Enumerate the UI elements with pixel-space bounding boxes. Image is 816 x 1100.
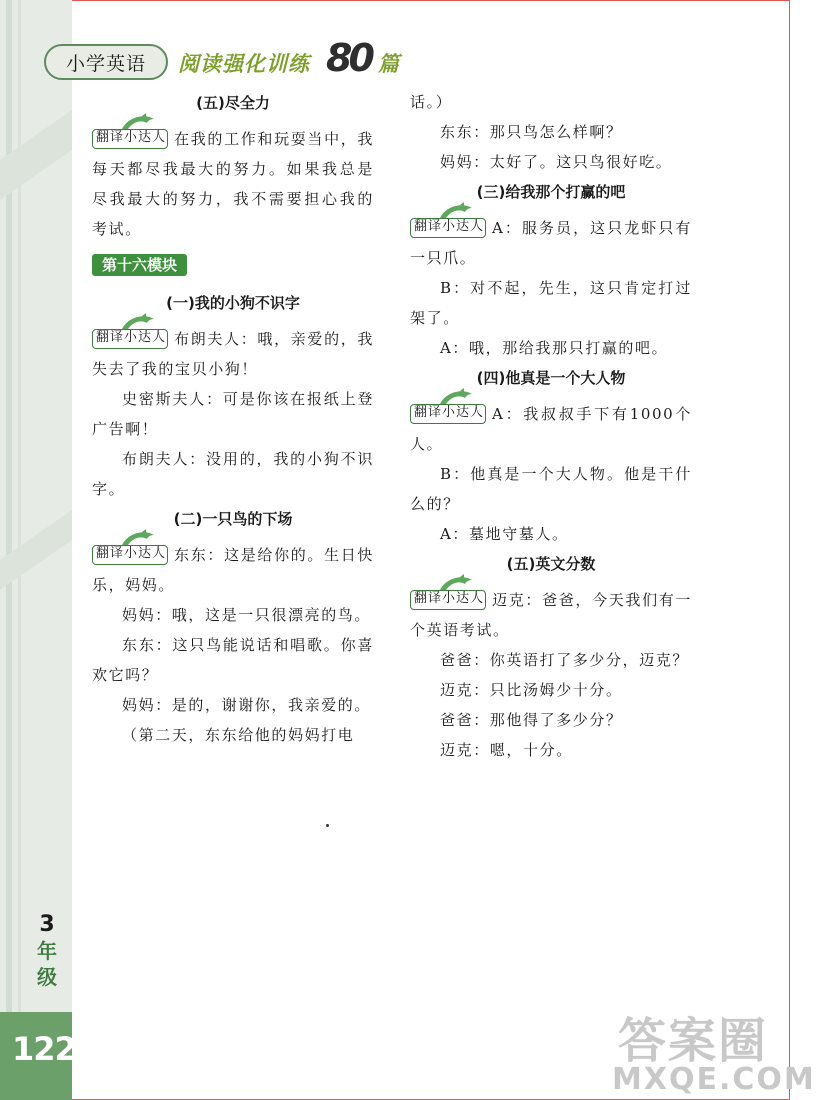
paragraph: 妈妈：是的，谢谢你，我亲爱的。 (122, 696, 372, 714)
count-number: 80 (326, 36, 371, 80)
paragraph: B：对不起，先生，这只肯定打过架了。 (410, 279, 692, 327)
tag-label: 翻译小达人 (96, 130, 167, 145)
tag-label: 翻译小达人 (96, 330, 167, 345)
paragraph: （第二天，东东给他的妈妈打电 (122, 726, 355, 744)
ink-dot (326, 824, 329, 827)
paragraph: 翻译小达人 A：服务员，这只龙虾只有一只爪。 (410, 213, 692, 273)
translate-tag (92, 127, 168, 147)
translate-tag (92, 327, 168, 347)
paragraph: A：墓地守墓人。 (440, 525, 569, 543)
translate-tag (410, 402, 486, 422)
paragraph: 翻译小达人 迈克：爸爸，今天我们有一个英语考试。 (410, 585, 692, 645)
page-number: 122 (12, 1030, 76, 1068)
section-title: (四)他真是一个大人物 (476, 369, 626, 387)
module-title: 第十六模块 (92, 254, 187, 276)
left-column (92, 88, 374, 750)
grade-label (32, 912, 62, 990)
paragraph: 爸爸：那他得了多少分？ (440, 711, 623, 729)
grade-char: 年 (37, 939, 57, 963)
grade-char: 级 (37, 965, 57, 989)
count-unit: 篇 (378, 52, 399, 76)
section-title: (二)一只鸟的下场 (173, 510, 293, 528)
paragraph: 翻译小达人 在我的工作和玩耍当中，我每天都尽我最大的努力。如果我总是尽我最大的努力，我不需要担心我的考试。 (92, 124, 374, 244)
paragraph: 迈克：只比汤姆少十分。 (440, 681, 623, 699)
book-label-pill (44, 44, 168, 80)
paragraph: 布朗夫人：没用的，我的小狗不识字。 (92, 450, 374, 498)
paragraph: 东东：那只鸟怎么样啊？ (440, 123, 623, 141)
translate-tag (410, 216, 486, 236)
paragraph: 话。） (410, 93, 453, 111)
tag-label: 翻译小达人 (414, 405, 485, 420)
paragraph: 爸爸：你英语打了多少分，迈克？ (440, 651, 690, 669)
tag-label: 翻译小达人 (414, 219, 485, 234)
paragraph: 翻译小达人 东东：这是给你的。生日快乐，妈妈。 (92, 540, 374, 600)
section-title: (三)给我那个打赢的吧 (476, 183, 626, 201)
grade-number: 3 (39, 912, 55, 937)
tag-label: 翻译小达人 (96, 546, 167, 561)
paragraph: 东东：这只鸟能说话和唱歌。你喜欢它吗？ (92, 636, 374, 684)
translate-tag (92, 543, 168, 563)
paragraph: B：他真是一个大人物。他是干什么的？ (410, 465, 692, 513)
paragraph: 翻译小达人 A：我叔叔手下有1000个人。 (410, 399, 692, 459)
book-label: 小学英语 (65, 53, 146, 75)
watermark-url: MXQE.COM (612, 1062, 816, 1097)
paragraph: 史密斯夫人：可是你该在报纸上登广告啊！ (92, 390, 374, 438)
paragraph: 妈妈：哦，这是一只很漂亮的鸟。 (122, 606, 372, 624)
translate-tag (410, 588, 486, 608)
paragraph: A：哦，那给我那只打赢的吧。 (440, 339, 669, 357)
section-title: (五)尽全力 (196, 94, 270, 112)
series-title: 阅读强化训练 (178, 52, 310, 76)
paragraph: 迈克：嗯，十分。 (440, 741, 573, 759)
section-title: (一)我的小狗不识字 (166, 294, 300, 312)
watermark: 答案圈 (618, 1013, 769, 1069)
section-title: (五)英文分数 (506, 555, 596, 573)
tag-label: 翻译小达人 (414, 591, 485, 606)
right-column (410, 88, 692, 765)
paragraph: 妈妈：太好了。这只鸟很好吃。 (440, 153, 673, 171)
paragraph: 翻译小达人 布朗夫人：哦，亲爱的，我失去了我的宝贝小狗！ (92, 324, 374, 384)
